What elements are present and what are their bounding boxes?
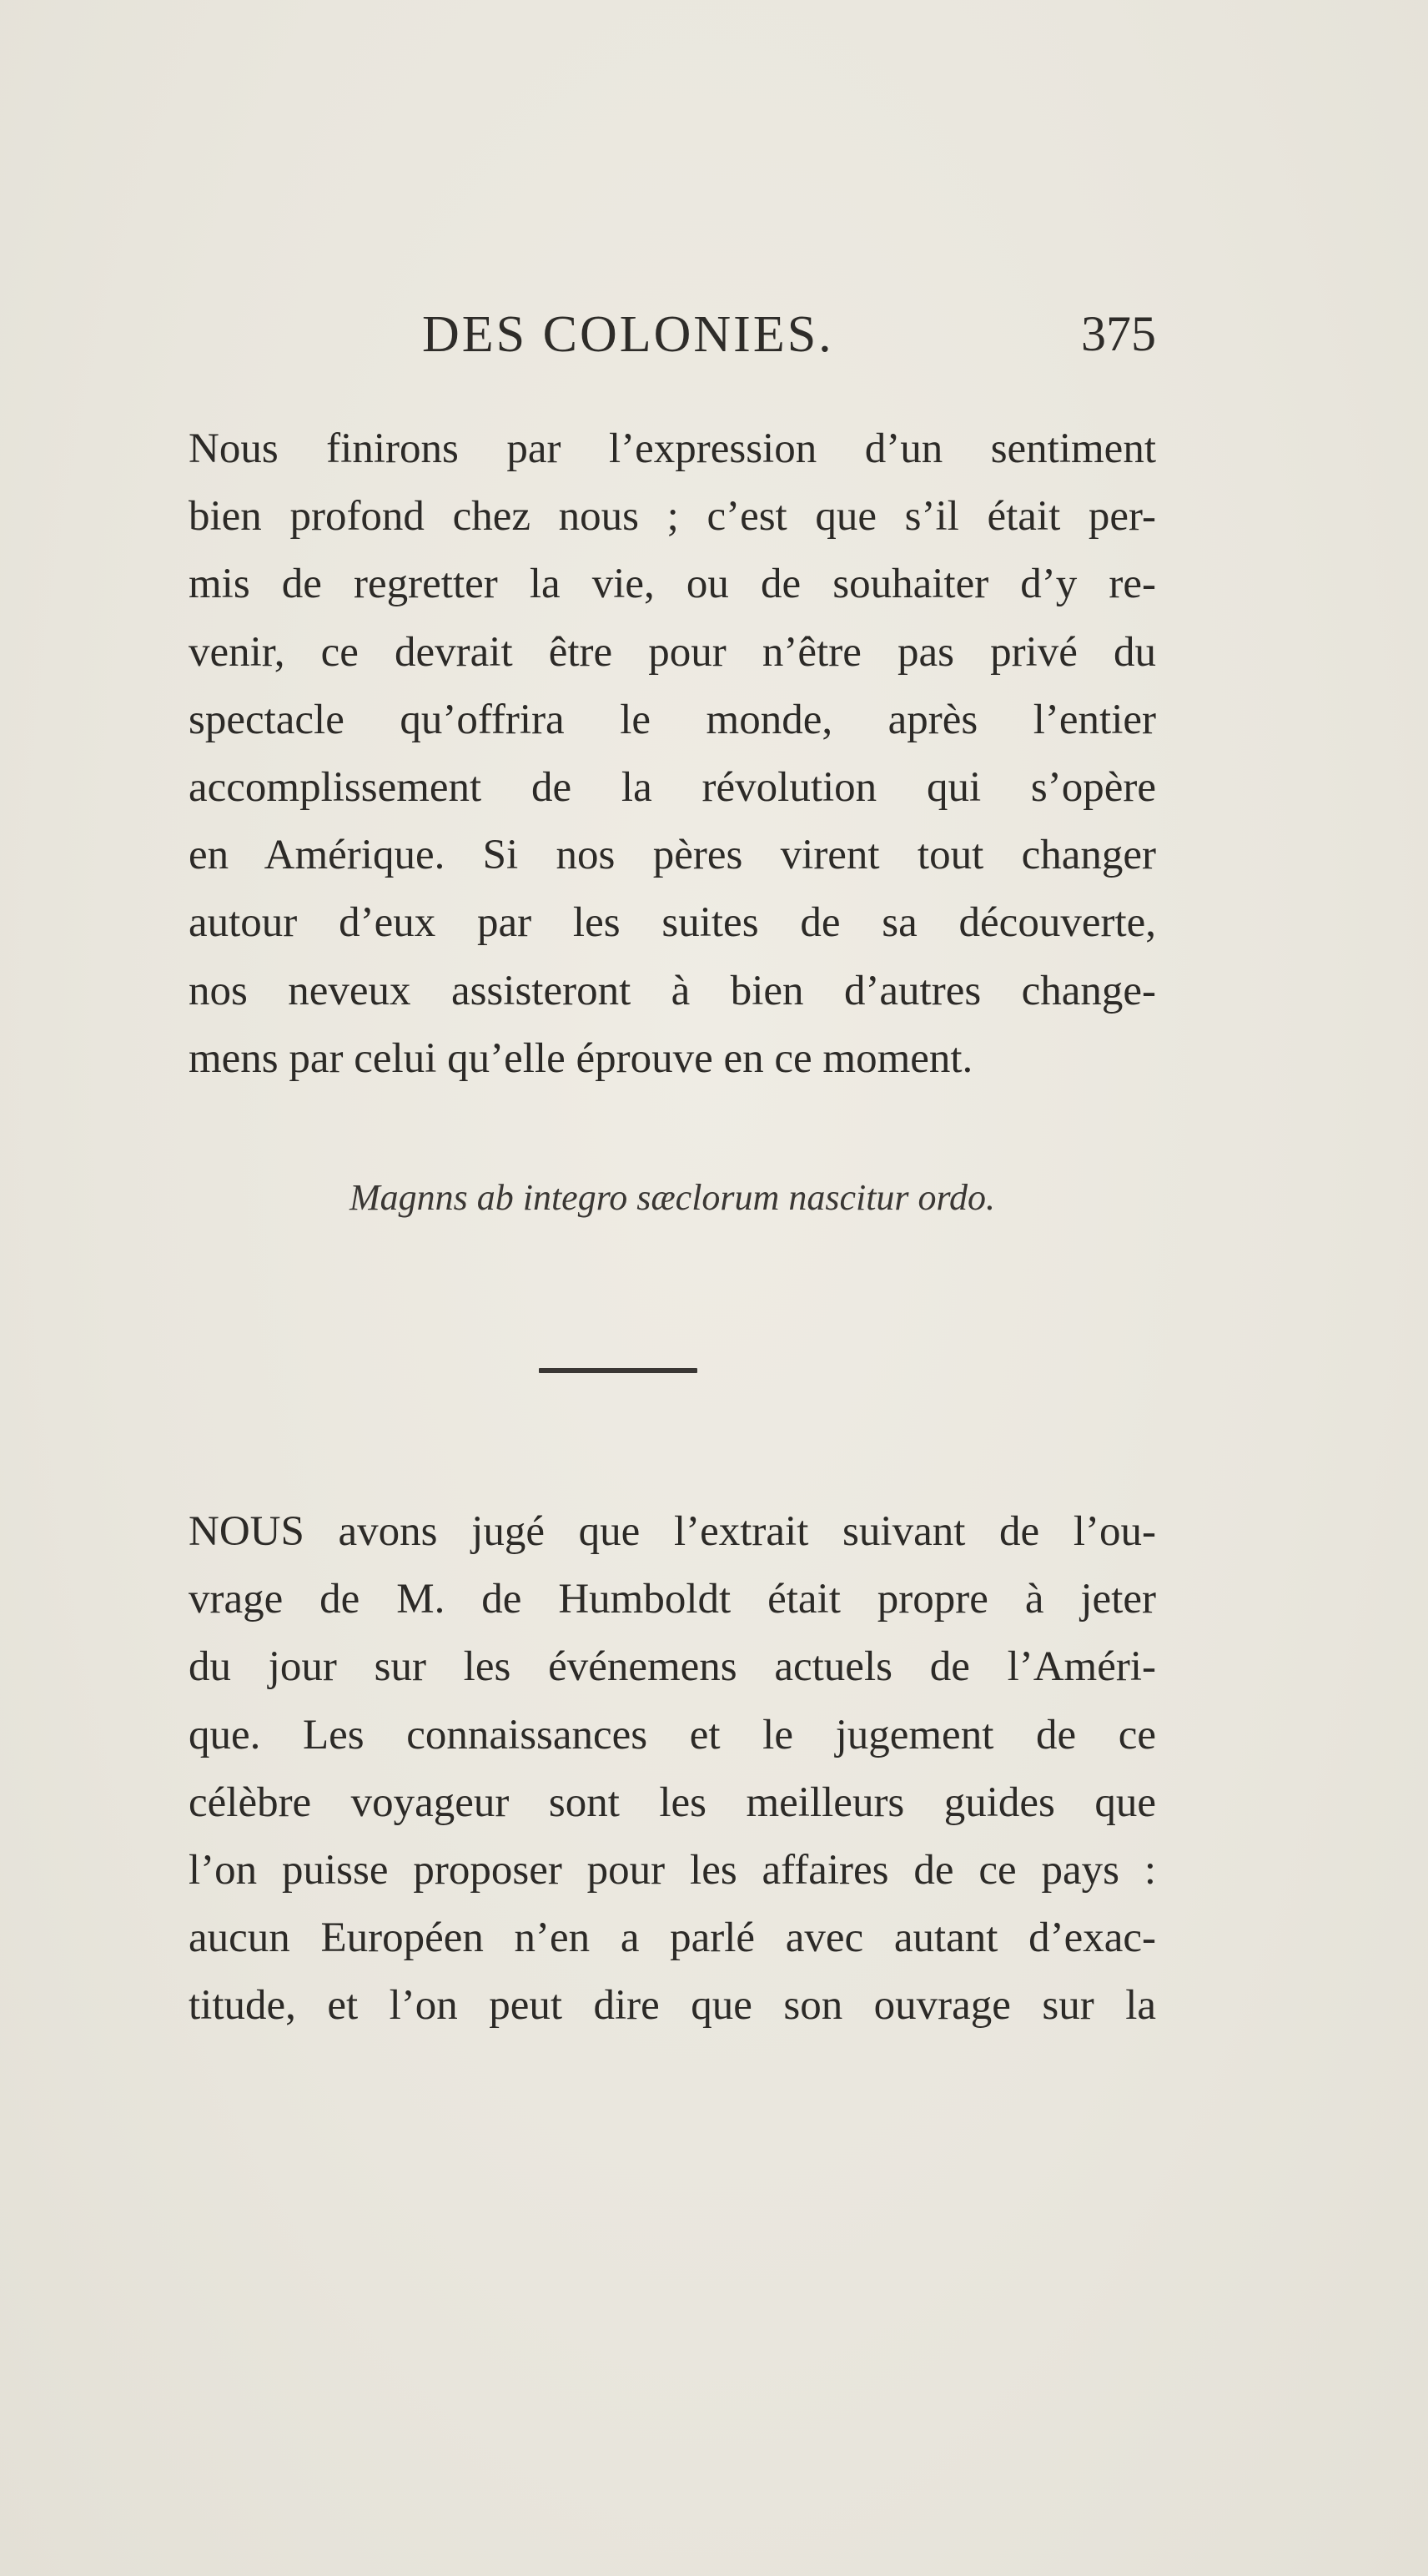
text-line: spectacle qu’offrira le monde, après l’entier	[189, 696, 1156, 743]
text-line: en Amérique. Si nos pères virent tout changer	[189, 832, 1156, 879]
text-line: que. Les connaissances et le jugement de ce	[189, 1711, 1156, 1758]
text-line: mens par celui qu’elle éprouve en ce moment.	[189, 1034, 973, 1082]
text-line: venir, ce devrait être pour n’être pas privé du	[189, 628, 1156, 676]
section-separator-rule	[539, 1368, 697, 1373]
text-line: bien profond chez nous ; c’est que s’il était per-	[189, 493, 1156, 541]
text-line: nos neveux assisteront à bien d’autres change-	[189, 967, 1156, 1014]
text-line: NOUS avons jugé que l’extrait suivant de l’ou-	[189, 1508, 1156, 1555]
page-number: 375	[1081, 306, 1156, 361]
text-line: titude, et l’on peut dire que son ouvrage sur la	[189, 1982, 1156, 2030]
text-line: Nous finirons par l’expression d’un sentiment	[189, 425, 1156, 472]
running-title: DES COLONIES.	[422, 306, 834, 363]
text-line: aucun Européen n’en a parlé avec autant d’exac-	[189, 1914, 1156, 1962]
paragraph-conclusion	[189, 415, 1156, 1093]
text-line: accomplissement de la révolution qui s’opère	[189, 763, 1156, 811]
text-line: du jour sur les événemens actuels de l’Améri-	[189, 1643, 1156, 1691]
page-header	[189, 305, 1156, 372]
latin-motto: Magnns ab integro sæclorum nascitur ordo.	[349, 1177, 996, 1218]
text-line: mis de regretter la vie, ou de souhaiter d’y re-	[189, 561, 1156, 608]
paragraph-humboldt-intro	[189, 1498, 1156, 2040]
text-line: célèbre voyageur sont les meilleurs guides que	[189, 1779, 1156, 1826]
text-line: vrage de M. de Humboldt était propre à jeter	[189, 1576, 1156, 1623]
text-line: l’on puisse proposer pour les affaires de ce pays :	[189, 1846, 1156, 1894]
text-line: autour d’eux par les suites de sa découverte,	[189, 899, 1156, 947]
